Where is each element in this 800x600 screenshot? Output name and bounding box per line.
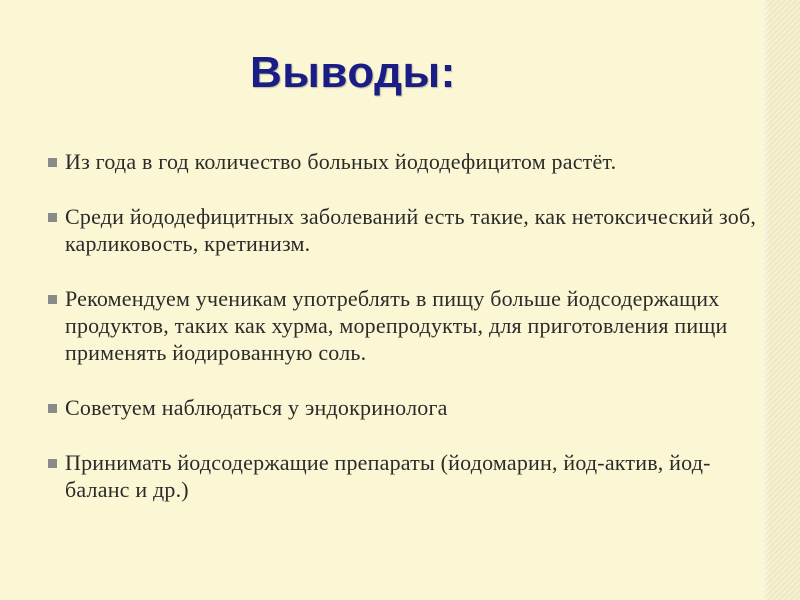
bullet-text: Советуем наблюдаться у эндокринолога xyxy=(65,395,448,420)
square-bullet-icon xyxy=(48,295,57,304)
list-item xyxy=(48,285,764,366)
square-bullet-icon xyxy=(48,404,57,413)
list-item xyxy=(48,148,764,175)
bullet-text: Рекомендуем ученикам употреблять в пищу больше йодсодержащих продуктов, таких как хурма, морепродукты, для приготовления пищи применять йодированную соль. xyxy=(65,286,728,365)
bullet-list xyxy=(48,148,764,531)
slide-title: Выводы: xyxy=(250,48,456,97)
square-bullet-icon xyxy=(48,459,57,468)
bullet-text: Из года в год количество больных йододефицитом растёт. xyxy=(65,149,617,174)
bullet-text: Принимать йодсодержащие препараты (йодомарин, йод-актив, йод-баланс и др.) xyxy=(65,450,711,502)
decorative-right-strip xyxy=(764,0,800,600)
bullet-text: Среди йододефицитных заболеваний есть такие, как нетоксический зоб, карликовость, кретинизм. xyxy=(65,204,757,256)
list-item xyxy=(48,203,764,257)
list-item xyxy=(48,394,764,421)
square-bullet-icon xyxy=(48,158,57,167)
square-bullet-icon xyxy=(48,213,57,222)
list-item xyxy=(48,449,764,503)
